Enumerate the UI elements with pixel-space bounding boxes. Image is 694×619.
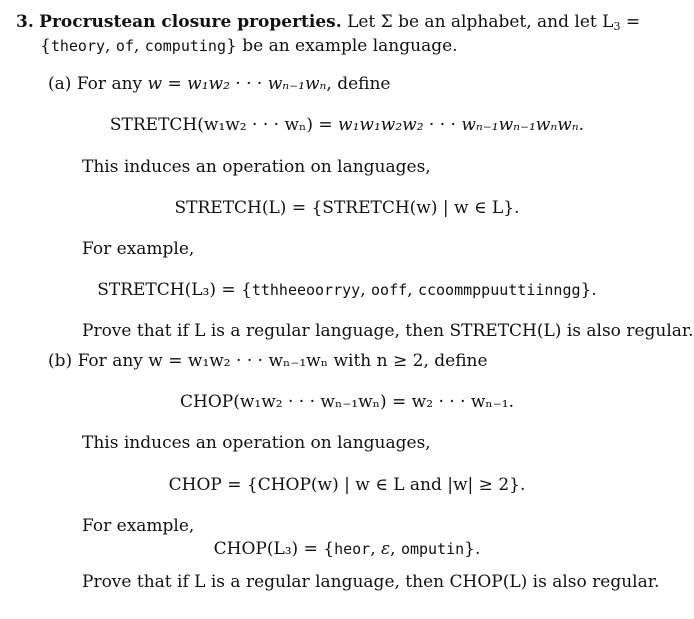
lang-word-0: theory xyxy=(50,37,106,55)
chop-example-lhs: CHOP(L₃) = { xyxy=(213,539,335,559)
comma: , xyxy=(360,280,372,300)
stretch-def-lhs: STRETCH(w₁w₂ · · · wₙ) = xyxy=(109,115,339,135)
part-b-example-label: For example, xyxy=(82,516,195,536)
stretch-example-word-2: ccoommppuuttiinngg xyxy=(417,281,581,299)
example-language-line xyxy=(40,35,458,57)
part-a-suffix: , define xyxy=(326,74,391,94)
part-a-induces: This induces an operation on languages, xyxy=(82,157,431,177)
chop-example-word-2: omputin xyxy=(400,540,465,558)
stretch-example-end: }. xyxy=(580,280,597,300)
problem-intro xyxy=(347,12,640,32)
chop-op-definition: CHOP = {CHOP(w) | w ∈ L and |w| ≥ 2}. xyxy=(168,475,526,495)
comma: , xyxy=(390,539,401,559)
chop-example-word-1: ε xyxy=(381,539,391,559)
part-b-line1: For any w = w₁w₂ · · · wₙ₋₁wₙ with n ≥ 2, define xyxy=(77,351,488,371)
problem-title: Procrustean closure properties. xyxy=(39,12,342,32)
lang-word-1: of xyxy=(115,37,134,55)
stretch-op-definition: STRETCH(L) = {STRETCH(w) | w ∈ L}. xyxy=(174,198,520,218)
part-b-label: (b) xyxy=(48,351,73,371)
chop-example-word-0: heor xyxy=(334,540,371,558)
chop-example xyxy=(0,538,694,560)
brace-close: } xyxy=(225,36,237,56)
stretch-example-word-0: tthheeoorryy xyxy=(251,281,361,299)
stretch-example-word-1: ooff xyxy=(371,281,408,299)
comma: , xyxy=(370,539,381,559)
problem-header xyxy=(16,11,640,33)
chop-example-end: }. xyxy=(464,539,481,559)
intro-text: Let Σ be an alphabet, and let L xyxy=(347,12,614,32)
comma: , xyxy=(133,36,145,56)
brace-open: { xyxy=(40,36,51,56)
lang-word-2: computing xyxy=(144,37,226,55)
part-a-label: (a) xyxy=(48,74,72,94)
intro-end: = xyxy=(620,12,641,32)
language-suffix: be an example language. xyxy=(236,36,458,56)
stretch-example-lhs: STRETCH(L₃) = { xyxy=(97,280,252,300)
part-a-intro xyxy=(48,73,391,95)
part-a-example-label: For example, xyxy=(82,239,195,259)
comma: , xyxy=(407,280,418,300)
intro-sub: 3 xyxy=(613,20,621,33)
stretch-def-rhs: w₁w₁w₂w₂ · · · wₙ₋₁wₙ₋₁wₙwₙ. xyxy=(338,115,585,135)
stretch-example xyxy=(0,279,694,301)
part-b-induces: This induces an operation on languages, xyxy=(82,433,431,453)
part-b-prove: Prove that if L is a regular language, then CHOP(L) is also regular. xyxy=(82,572,660,592)
part-b-intro xyxy=(48,350,488,372)
chop-definition: CHOP(w₁w₂ · · · wₙ₋₁wₙ) = w₂ · · · wₙ₋₁. xyxy=(180,392,514,412)
part-a-prove: Prove that if L is a regular language, then STRETCH(L) is also regular. xyxy=(82,321,694,341)
problem-number: 3. xyxy=(16,12,34,32)
part-a-prefix: For any xyxy=(76,74,148,94)
stretch-definition xyxy=(0,114,694,136)
part-a-expr: w = w₁w₂ · · · wₙ₋₁wₙ xyxy=(147,74,327,94)
comma: , xyxy=(105,36,116,56)
